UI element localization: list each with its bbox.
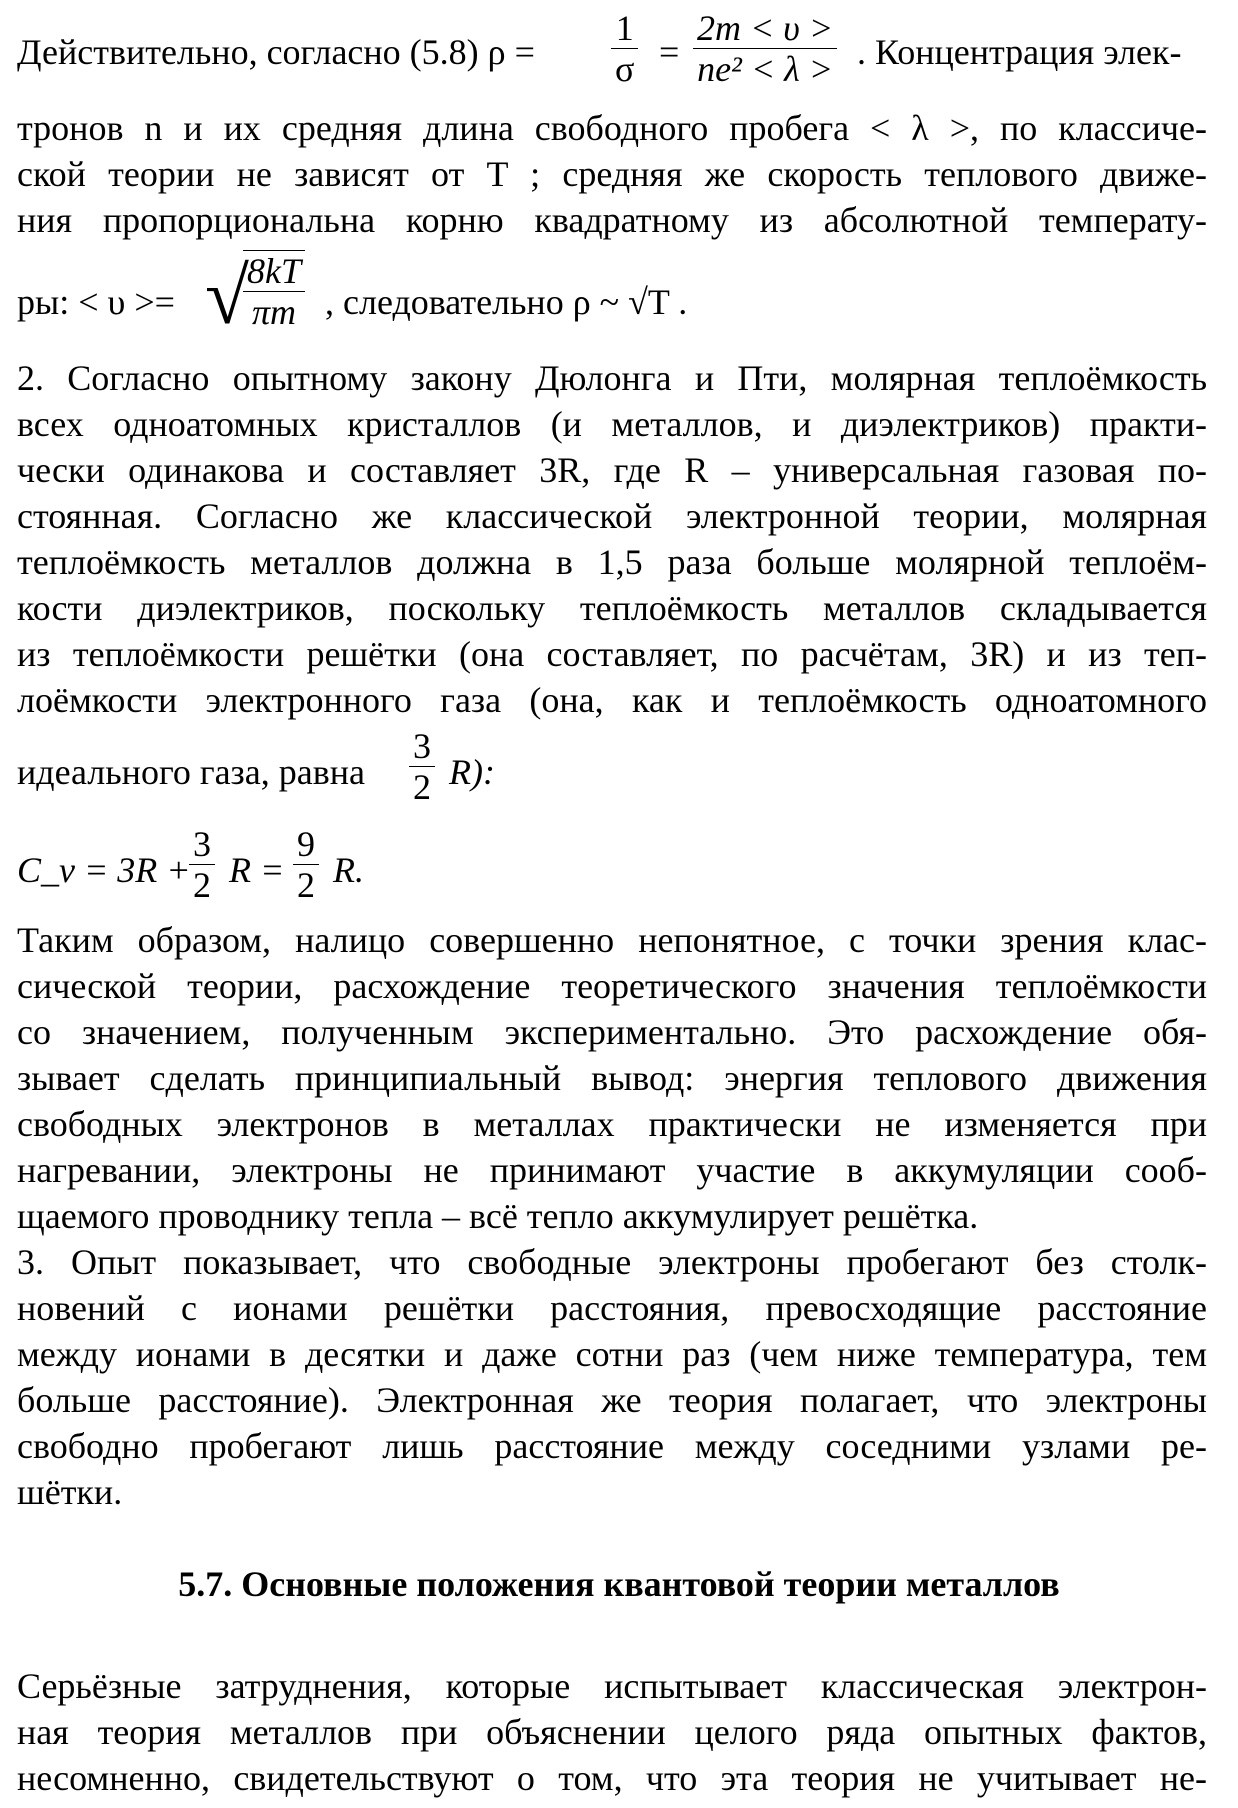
text-line: лоёмкости электронного газа (она, как и теплоёмкость одноатомного xyxy=(17,680,1207,720)
formula-1-lead: Действительно, согласно (5.8) ρ = xyxy=(17,32,535,72)
sqrt-sign: √ xyxy=(205,253,249,341)
section-heading: 5.7. Основные положения квантовой теории металлов xyxy=(178,1564,1060,1604)
text-line: шётки. xyxy=(17,1472,123,1512)
text-line: свободных электронов в металлах практически не изменяется при xyxy=(17,1104,1207,1144)
text-line: больше расстояние). Электронная же теория полагает, что электроны xyxy=(17,1380,1207,1420)
text-line: ния пропорциональна корню квадратному из абсолютной температу- xyxy=(17,200,1207,240)
text-line: теплоёмкость металлов должна в 1,5 раза больше молярной теплоём- xyxy=(17,542,1207,582)
text-line: сической теории, расхождение теоретического значения теплоёмкости xyxy=(17,966,1207,1006)
text-line: Таким образом, налицо совершенно непонятное, с точки зрения клас- xyxy=(17,920,1207,960)
formula-ideal-gas-line: идеального газа, равна $\frac{3}{2}$ R): xyxy=(17,726,495,807)
fraction-1-over-sigma: $\frac{1}{\sigma}$ xyxy=(611,8,638,89)
text-line: несомненно, свидетельствуют о том, что эта теория не учитывает не- xyxy=(17,1758,1207,1798)
formula-velocity-line: ры: < υ >= √ $\frac{8kT}{\pi m}$ , следовательно ρ ~ √T . xyxy=(17,251,688,341)
text-line: между ионами в десятки и даже сотни раз (чем ниже температура, тем xyxy=(17,1334,1207,1374)
text-line: из теплоёмкости решётки (она составляет, по расчётам, 3R) и из теп- xyxy=(17,634,1207,674)
text-line: 3. Опыт показывает, что свободные электроны пробегают без столк- xyxy=(17,1242,1207,1282)
text-line: зывает сделать принципиальный вывод: энергия теплового движения xyxy=(17,1058,1207,1098)
formula-resistivity-line: Действительно, согласно (5.8) ρ = $\frac{1}{\sigma}$ = $\frac{2m < \upsilon >}{\text{ne² < λ >}}$ . Концентрация элек- xyxy=(17,8,1182,89)
text-line: со значением, полученным экспериментально. Это расхождение обя- xyxy=(17,1012,1207,1052)
formula-heat-capacity-line: C_v = 3R + $\frac{3}{2}$ R = $\frac{9}{2}$ R. xyxy=(17,824,364,905)
fraction-8kT-over-pi-m: $\frac{8kT}{\pi m}$ xyxy=(243,250,305,332)
text-line: кости диэлектриков, поскольку теплоёмкость металлов складывается xyxy=(17,588,1207,628)
text-line: чески одинакова и составляет 3R, где R – универсальная газовая по- xyxy=(17,450,1207,490)
text-line: Серьёзные затруднения, которые испытывает классическая электрон- xyxy=(17,1666,1207,1706)
fraction-3-over-2: $\frac{3}{2}$ xyxy=(189,824,215,905)
text-line: ная теория металлов при объяснении целого ряда опытных фактов, xyxy=(17,1712,1207,1752)
fraction-9-over-2: $\frac{9}{2}$ xyxy=(293,824,319,905)
text-line: щаемого проводнику тепла – всё тепло аккумулирует решётка. xyxy=(17,1196,979,1236)
fraction-3-over-2: $\frac{3}{2}$ xyxy=(409,726,435,807)
text-line: 2. Согласно опытному закону Дюлонга и Пти, молярная теплоёмкость xyxy=(17,358,1207,398)
text-line: стоянная. Согласно же классической электронной теории, молярная xyxy=(17,496,1207,536)
text-line: новений с ионами решётки расстояния, превосходящие расстояние xyxy=(17,1288,1207,1328)
text-line: тронов n и их средняя длина свободного пробега < λ >, по классиче- xyxy=(17,108,1207,148)
text-line: свободно пробегают лишь расстояние между соседними узлами ре- xyxy=(17,1426,1207,1466)
text-line: нагревании, электроны не принимают участие в аккумуляции сооб- xyxy=(17,1150,1207,1190)
fraction-2m-v-over-ne2-lambda: $\frac{2m < \upsilon >}{\text{ne² < λ >}}$ xyxy=(693,8,837,89)
text-line: ской теории не зависят от T ; средняя же скорость теплового движе- xyxy=(17,154,1207,194)
text-line: всех одноатомных кристаллов (и металлов, и диэлектриков) практи- xyxy=(17,404,1207,444)
